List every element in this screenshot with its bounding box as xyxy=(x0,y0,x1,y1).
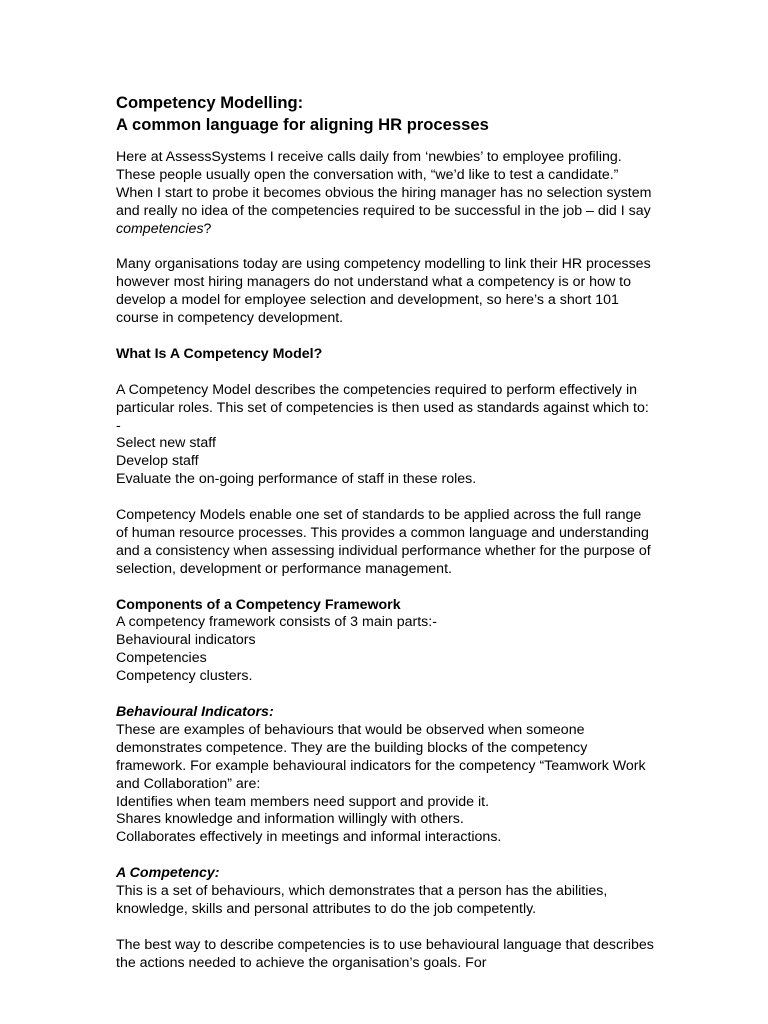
what-list-item: Evaluate the on-going performance of staff in these roles. xyxy=(116,471,477,488)
heading-a-competency: A Competency: xyxy=(116,865,220,882)
behavioural-list-item: Identifies when team members need support and provide it. xyxy=(116,793,490,810)
components-list-item: Behavioural indicators xyxy=(116,632,256,649)
intro-emphasis: competencies xyxy=(116,220,204,237)
document-page xyxy=(116,92,656,990)
components-list-item: Competency clusters. xyxy=(116,668,253,685)
intro-paragraph-1-text: Here at AssessSystems I receive calls daily from ‘newbies’ to employee profiling. These people usually open the conversation with, “we’d like to test a candidate.” When I start to probe it becomes obvious the hiring manager has no selection system and really no idea of the competencies required to be successful in the job – did I say xyxy=(116,149,652,219)
title-line-1: Competency Modelling: xyxy=(116,93,304,112)
components-section xyxy=(116,597,656,687)
what-section xyxy=(116,382,656,489)
behavioural-list-item: Shares knowledge and information willingly with others. xyxy=(116,811,464,828)
behavioural-paragraph: These are examples of behaviours that would be observed when someone demonstrates competence. They are the building blocks of the competency framework. For example behavioural indicators for the competency “Teamwork Work and Collaboration” are: xyxy=(116,721,646,792)
intro-paragraph-2: Many organisations today are using competency modelling to link their HR processes however most hiring managers do not understand what a competency is or how to develop a model for employee selection and development, so here’s a short 101 course in competency development. xyxy=(116,256,651,327)
competency-paragraph: This is a set of behaviours, which demonstrates that a person has the abilities, knowledge, skills and personal attributes to do the job competently. xyxy=(116,883,608,917)
what-paragraph-1: A Competency Model describes the competencies required to perform effectively in particular roles. This set of competencies is then used as standards against which to: - xyxy=(116,381,649,434)
best-way-paragraph: The best way to describe competencies is to use behavioural language that describes the actions needed to achieve the organisation’s goals. For xyxy=(116,936,654,971)
components-list-item: Competencies xyxy=(116,650,207,667)
components-intro: A competency framework consists of 3 main parts:- xyxy=(116,614,437,631)
intro-paragraph-1 xyxy=(116,149,656,239)
heading-what-is-competency-model: What Is A Competency Model? xyxy=(116,345,323,362)
competency-section xyxy=(116,865,656,919)
what-paragraph-2: Competency Models enable one set of standards to be applied across the full range of human resource processes. This provides a common language and understanding and a consistency when assessing individual performance whether for the purpose of selection, development or performance management. xyxy=(116,507,651,577)
behavioural-section xyxy=(116,704,656,847)
what-list-item: Select new staff xyxy=(116,435,216,452)
title-line-2: A common language for aligning HR processes xyxy=(116,114,489,134)
what-list-item: Develop staff xyxy=(116,453,199,470)
heading-components: Components of a Competency Framework xyxy=(116,596,401,613)
heading-behavioural-indicators: Behavioural Indicators: xyxy=(116,704,274,720)
document-title xyxy=(116,92,656,135)
intro-paragraph-1-end: ? xyxy=(203,220,212,237)
behavioural-list-item: Collaborates effectively in meetings and informal interactions. xyxy=(116,829,502,846)
